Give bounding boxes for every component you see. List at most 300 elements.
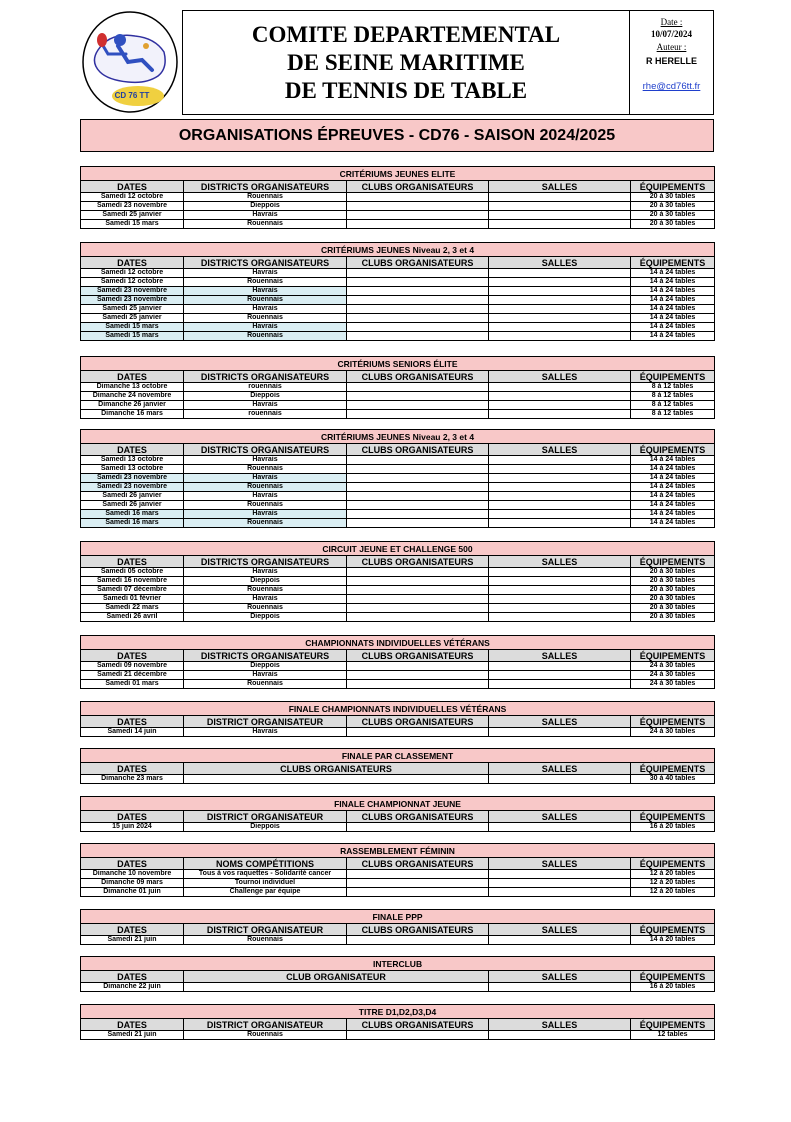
table-cell: [489, 483, 631, 492]
table-row: [81, 888, 715, 897]
table-cell: Samedi 22 mars: [81, 604, 184, 613]
table-cell: [347, 410, 489, 419]
column-header: ÉQUIPEMENTS: [631, 763, 715, 775]
table-cell: [347, 519, 489, 528]
table-cell: Dimanche 22 juin: [81, 983, 184, 992]
table-row: [81, 305, 715, 314]
table-cell: 24 à 30 tables: [631, 662, 715, 671]
column-header: DATES: [81, 811, 184, 823]
table-cell: [347, 680, 489, 689]
page-banner: ORGANISATIONS ÉPREUVES - CD76 - SAISON 2024/2025: [80, 119, 714, 152]
table-cell: Rouennais: [184, 465, 347, 474]
table-row: [81, 474, 715, 483]
column-header: DATES: [81, 556, 184, 568]
table-cell: [489, 323, 631, 332]
section-title: FINALE PAR CLASSEMENT: [81, 749, 715, 763]
table-cell: Samedi 26 janvier: [81, 501, 184, 510]
table-cell: [489, 202, 631, 211]
table-cell: [347, 662, 489, 671]
table-cell: Samedi 15 mars: [81, 220, 184, 229]
table-cell: 14 à 24 tables: [631, 456, 715, 465]
table-cell: Samedi 23 novembre: [81, 483, 184, 492]
section-table: [80, 843, 715, 897]
table-cell: Dieppois: [184, 392, 347, 401]
email-link[interactable]: rhe@cd76tt.fr: [642, 81, 701, 92]
table-cell: [489, 474, 631, 483]
table-cell: [347, 193, 489, 202]
column-header: NOMS COMPÉTITIONS: [184, 858, 347, 870]
column-header: ÉQUIPEMENTS: [631, 716, 715, 728]
table-cell: Havrais: [184, 474, 347, 483]
table-cell: Samedi 25 janvier: [81, 314, 184, 323]
table-cell: Samedi 16 mars: [81, 510, 184, 519]
column-header: ÉQUIPEMENTS: [631, 257, 715, 269]
table-row: [81, 595, 715, 604]
table-cell: [347, 671, 489, 680]
table-cell: [489, 332, 631, 341]
table-row: [81, 483, 715, 492]
table-cell: 20 à 30 tables: [631, 211, 715, 220]
table-cell: [347, 577, 489, 586]
table-cell: 14 à 24 tables: [631, 483, 715, 492]
table-cell: Rouennais: [184, 332, 347, 341]
table-cell: [184, 983, 489, 992]
table-cell: [489, 456, 631, 465]
table-cell: [489, 410, 631, 419]
table-cell: [489, 287, 631, 296]
column-header: SALLES: [489, 858, 631, 870]
table-cell: Samedi 25 janvier: [81, 305, 184, 314]
title-line-2: DE SEINE MARITIME: [287, 49, 525, 75]
table-cell: [347, 595, 489, 604]
table-row: [81, 775, 715, 784]
table-row: [81, 823, 715, 832]
column-header: DISTRICT ORGANISATEUR: [184, 716, 347, 728]
column-header: SALLES: [489, 716, 631, 728]
column-header: CLUBS ORGANISATEURS: [347, 257, 489, 269]
column-header: CLUBS ORGANISATEURS: [347, 181, 489, 193]
table-cell: Samedi 21 décembre: [81, 671, 184, 680]
table-cell: Rouennais: [184, 586, 347, 595]
table-cell: 8 à 12 tables: [631, 401, 715, 410]
table-cell: 14 à 20 tables: [631, 936, 715, 945]
table-cell: Havrais: [184, 671, 347, 680]
table-row: [81, 586, 715, 595]
table-cell: [489, 401, 631, 410]
column-header: CLUBS ORGANISATEURS: [347, 858, 489, 870]
table-cell: 14 à 24 tables: [631, 305, 715, 314]
table-row: [81, 568, 715, 577]
table-row: [81, 278, 715, 287]
column-header: ÉQUIPEMENTS: [631, 811, 715, 823]
table-cell: [347, 456, 489, 465]
table-cell: 24 à 30 tables: [631, 671, 715, 680]
table-row: [81, 936, 715, 945]
column-header: DATES: [81, 371, 184, 383]
table-cell: [347, 269, 489, 278]
table-cell: [489, 604, 631, 613]
table-cell: 14 à 24 tables: [631, 501, 715, 510]
table-cell: Samedi 15 mars: [81, 323, 184, 332]
column-header: CLUBS ORGANISATEURS: [347, 811, 489, 823]
table-cell: [489, 671, 631, 680]
column-header: DISTRICT ORGANISATEUR: [184, 811, 347, 823]
table-cell: [489, 983, 631, 992]
table-cell: Samedi 05 octobre: [81, 568, 184, 577]
column-header: CLUBS ORGANISATEURS: [347, 556, 489, 568]
table-cell: [489, 936, 631, 945]
table-cell: [347, 220, 489, 229]
table-cell: Samedi 13 octobre: [81, 465, 184, 474]
section-title: INTERCLUB: [81, 957, 715, 971]
table-row: [81, 983, 715, 992]
column-header: DATES: [81, 257, 184, 269]
table-cell: Samedi 23 novembre: [81, 296, 184, 305]
table-cell: [347, 401, 489, 410]
table-cell: [347, 728, 489, 737]
table-cell: [347, 483, 489, 492]
table-cell: Rouennais: [184, 193, 347, 202]
table-cell: 14 à 24 tables: [631, 278, 715, 287]
table-cell: 16 à 20 tables: [631, 983, 715, 992]
table-cell: Havrais: [184, 456, 347, 465]
table-row: [81, 870, 715, 879]
column-header: DISTRICTS ORGANISATEURS: [184, 556, 347, 568]
table-cell: [489, 613, 631, 622]
section-table: [80, 1004, 715, 1040]
table-cell: [489, 269, 631, 278]
column-header: ÉQUIPEMENTS: [631, 650, 715, 662]
table-cell: 14 à 24 tables: [631, 492, 715, 501]
table-row: [81, 671, 715, 680]
table-cell: [489, 492, 631, 501]
document-meta: [630, 10, 714, 115]
table-cell: Rouennais: [184, 501, 347, 510]
column-header: SALLES: [489, 556, 631, 568]
table-cell: 14 à 24 tables: [631, 296, 715, 305]
table-cell: Rouennais: [184, 1031, 347, 1040]
table-cell: [489, 680, 631, 689]
section-title: FINALE CHAMPIONNAT JEUNE: [81, 797, 715, 811]
table-row: [81, 332, 715, 341]
table-cell: 20 à 30 tables: [631, 193, 715, 202]
table-cell: [347, 202, 489, 211]
table-cell: 14 à 24 tables: [631, 510, 715, 519]
table-cell: [347, 888, 489, 897]
table-row: [81, 193, 715, 202]
table-cell: Dimanche 13 octobre: [81, 383, 184, 392]
column-header: SALLES: [489, 181, 631, 193]
table-cell: Samedi 21 juin: [81, 936, 184, 945]
table-row: [81, 211, 715, 220]
table-cell: [489, 465, 631, 474]
table-cell: Dimanche 09 mars: [81, 879, 184, 888]
table-cell: [489, 595, 631, 604]
table-cell: [489, 278, 631, 287]
section-title: RASSEMBLEMENT FÉMININ: [81, 844, 715, 858]
table-row: [81, 410, 715, 419]
table-row: [81, 501, 715, 510]
column-header: SALLES: [489, 924, 631, 936]
table-cell: 30 à 40 tables: [631, 775, 715, 784]
table-cell: [347, 474, 489, 483]
table-cell: [347, 1031, 489, 1040]
table-cell: Dimanche 16 mars: [81, 410, 184, 419]
column-header: DISTRICT ORGANISATEUR: [184, 924, 347, 936]
table-cell: Samedi 13 octobre: [81, 456, 184, 465]
column-header: SALLES: [489, 257, 631, 269]
table-cell: [489, 888, 631, 897]
table-cell: Rouennais: [184, 483, 347, 492]
section-table: [80, 242, 715, 341]
table-cell: [347, 332, 489, 341]
table-row: [81, 577, 715, 586]
table-cell: 20 à 30 tables: [631, 604, 715, 613]
column-header: ÉQUIPEMENTS: [631, 371, 715, 383]
table-cell: [347, 604, 489, 613]
table-cell: [489, 305, 631, 314]
table-cell: [489, 586, 631, 595]
table-cell: Rouennais: [184, 278, 347, 287]
column-header: ÉQUIPEMENTS: [631, 858, 715, 870]
section-table: [80, 541, 715, 622]
table-cell: Samedi 23 novembre: [81, 474, 184, 483]
column-header: SALLES: [489, 763, 631, 775]
column-header: CLUBS ORGANISATEURS: [184, 763, 489, 775]
title-line-1: COMITE DEPARTEMENTAL: [251, 21, 561, 47]
section-title: CHAMPIONNATS INDIVIDUELLES VÉTÉRANS: [81, 636, 715, 650]
table-cell: 14 à 24 tables: [631, 519, 715, 528]
table-cell: 14 à 24 tables: [631, 465, 715, 474]
table-cell: [489, 870, 631, 879]
column-header: DATES: [81, 716, 184, 728]
column-header: SALLES: [489, 444, 631, 456]
table-cell: 8 à 12 tables: [631, 383, 715, 392]
table-cell: [489, 383, 631, 392]
table-cell: [347, 510, 489, 519]
table-cell: 20 à 30 tables: [631, 595, 715, 604]
table-row: [81, 510, 715, 519]
table-cell: [489, 510, 631, 519]
section-table: [80, 909, 715, 945]
table-cell: Samedi 15 mars: [81, 332, 184, 341]
section-table: [80, 956, 715, 992]
table-cell: [347, 383, 489, 392]
column-header: DISTRICTS ORGANISATEURS: [184, 181, 347, 193]
table-cell: [184, 775, 489, 784]
title-line-3: DE TENNIS DE TABLE: [284, 77, 528, 103]
table-cell: [347, 211, 489, 220]
column-header: DATES: [81, 650, 184, 662]
table-cell: Tournoi individuel: [184, 879, 347, 888]
section-table: [80, 356, 715, 419]
table-row: [81, 728, 715, 737]
table-cell: [347, 323, 489, 332]
table-cell: Samedi 21 juin: [81, 1031, 184, 1040]
table-cell: Samedi 26 avril: [81, 613, 184, 622]
table-row: [81, 287, 715, 296]
table-cell: Havrais: [184, 305, 347, 314]
table-cell: Rouennais: [184, 314, 347, 323]
table-row: [81, 613, 715, 622]
table-cell: rouennais: [184, 410, 347, 419]
table-cell: Dieppois: [184, 662, 347, 671]
table-cell: [489, 193, 631, 202]
table-cell: Havrais: [184, 323, 347, 332]
date-label: Date :: [660, 17, 683, 27]
table-cell: Dieppois: [184, 613, 347, 622]
column-header: SALLES: [489, 650, 631, 662]
table-cell: [489, 1031, 631, 1040]
table-cell: Challenge par équipe: [184, 888, 347, 897]
column-header: ÉQUIPEMENTS: [631, 1019, 715, 1031]
table-cell: Dimanche 23 mars: [81, 775, 184, 784]
table-row: [81, 296, 715, 305]
table-row: [81, 1031, 715, 1040]
table-cell: 14 à 24 tables: [631, 332, 715, 341]
column-header: DATES: [81, 181, 184, 193]
column-header: DATES: [81, 444, 184, 456]
section-title: CRITÉRIUMS JEUNES Niveau 2, 3 et 4: [81, 430, 715, 444]
column-header: CLUBS ORGANISATEURS: [347, 444, 489, 456]
section-title: CRITÉRIUMS JEUNES Niveau 2, 3 et 4: [81, 243, 715, 257]
column-header: SALLES: [489, 371, 631, 383]
table-cell: [489, 879, 631, 888]
table-cell: 14 à 24 tables: [631, 323, 715, 332]
table-row: [81, 519, 715, 528]
table-row: [81, 220, 715, 229]
table-cell: [347, 501, 489, 510]
table-cell: 8 à 12 tables: [631, 410, 715, 419]
table-cell: Havrais: [184, 211, 347, 220]
table-cell: Dieppois: [184, 202, 347, 211]
table-cell: Havrais: [184, 728, 347, 737]
column-header: DATES: [81, 763, 184, 775]
table-cell: Rouennais: [184, 220, 347, 229]
table-cell: [347, 278, 489, 287]
table-cell: [347, 613, 489, 622]
table-cell: [489, 823, 631, 832]
table-cell: [347, 879, 489, 888]
table-cell: [489, 296, 631, 305]
table-cell: 14 à 24 tables: [631, 269, 715, 278]
column-header: CLUBS ORGANISATEURS: [347, 716, 489, 728]
column-header: CLUBS ORGANISATEURS: [347, 1019, 489, 1031]
table-cell: Havrais: [184, 595, 347, 604]
column-header: DISTRICTS ORGANISATEURS: [184, 371, 347, 383]
table-cell: [347, 392, 489, 401]
table-cell: 24 à 30 tables: [631, 680, 715, 689]
table-cell: [347, 305, 489, 314]
section-title: FINALE CHAMPIONNATS INDIVIDUELLES VÉTÉRANS: [81, 702, 715, 716]
table-cell: Rouennais: [184, 604, 347, 613]
table-row: [81, 269, 715, 278]
table-cell: Havrais: [184, 401, 347, 410]
table-cell: 14 à 24 tables: [631, 474, 715, 483]
table-cell: [347, 314, 489, 323]
table-cell: Samedi 01 février: [81, 595, 184, 604]
table-cell: [347, 287, 489, 296]
section-table: [80, 701, 715, 737]
column-header: CLUBS ORGANISATEURS: [347, 371, 489, 383]
section-title: FINALE PPP: [81, 910, 715, 924]
column-header: DATES: [81, 924, 184, 936]
table-cell: [347, 492, 489, 501]
column-header: CLUB ORGANISATEUR: [184, 971, 489, 983]
column-header: DATES: [81, 971, 184, 983]
table-row: [81, 383, 715, 392]
table-cell: 20 à 30 tables: [631, 577, 715, 586]
table-cell: Havrais: [184, 568, 347, 577]
section-table: [80, 635, 715, 689]
table-cell: Dimanche 10 novembre: [81, 870, 184, 879]
table-cell: Havrais: [184, 510, 347, 519]
table-cell: [347, 296, 489, 305]
table-row: [81, 879, 715, 888]
table-row: [81, 401, 715, 410]
table-cell: Dimanche 01 juin: [81, 888, 184, 897]
table-cell: 12 tables: [631, 1031, 715, 1040]
table-cell: 20 à 30 tables: [631, 220, 715, 229]
table-cell: [489, 568, 631, 577]
table-cell: 12 à 20 tables: [631, 870, 715, 879]
section-title: TITRE D1,D2,D3,D4: [81, 1005, 715, 1019]
table-cell: Samedi 16 novembre: [81, 577, 184, 586]
table-cell: Rouennais: [184, 519, 347, 528]
table-cell: Samedi 16 mars: [81, 519, 184, 528]
column-header: DISTRICTS ORGANISATEURS: [184, 444, 347, 456]
table-cell: Samedi 12 octobre: [81, 278, 184, 287]
table-cell: Samedi 12 octobre: [81, 193, 184, 202]
table-cell: [489, 519, 631, 528]
table-cell: 14 à 24 tables: [631, 287, 715, 296]
table-cell: 14 à 24 tables: [631, 314, 715, 323]
table-cell: [489, 577, 631, 586]
table-cell: [489, 728, 631, 737]
table-cell: Samedi 07 décembre: [81, 586, 184, 595]
table-cell: 12 à 20 tables: [631, 879, 715, 888]
column-header: ÉQUIPEMENTS: [631, 181, 715, 193]
table-cell: 20 à 30 tables: [631, 568, 715, 577]
table-cell: [347, 870, 489, 879]
table-row: [81, 680, 715, 689]
column-header: DATES: [81, 858, 184, 870]
column-header: SALLES: [489, 971, 631, 983]
table-row: [81, 465, 715, 474]
table-cell: Rouennais: [184, 680, 347, 689]
table-cell: [347, 586, 489, 595]
table-cell: rouennais: [184, 383, 347, 392]
column-header: ÉQUIPEMENTS: [631, 924, 715, 936]
table-cell: [489, 314, 631, 323]
table-cell: [489, 211, 631, 220]
column-header: CLUBS ORGANISATEURS: [347, 650, 489, 662]
author-label: Auteur :: [656, 42, 687, 52]
table-cell: 12 à 20 tables: [631, 888, 715, 897]
table-cell: [347, 465, 489, 474]
table-cell: Samedi 01 mars: [81, 680, 184, 689]
table-cell: Dieppois: [184, 577, 347, 586]
table-cell: Havrais: [184, 287, 347, 296]
column-header: SALLES: [489, 1019, 631, 1031]
author-value: R HERELLE: [645, 56, 697, 66]
section-table: [80, 429, 715, 528]
date-value: 10/07/2024: [650, 29, 692, 39]
table-cell: Samedi 26 janvier: [81, 492, 184, 501]
table-cell: 24 à 30 tables: [631, 728, 715, 737]
table-cell: [347, 936, 489, 945]
column-header: DISTRICTS ORGANISATEURS: [184, 650, 347, 662]
